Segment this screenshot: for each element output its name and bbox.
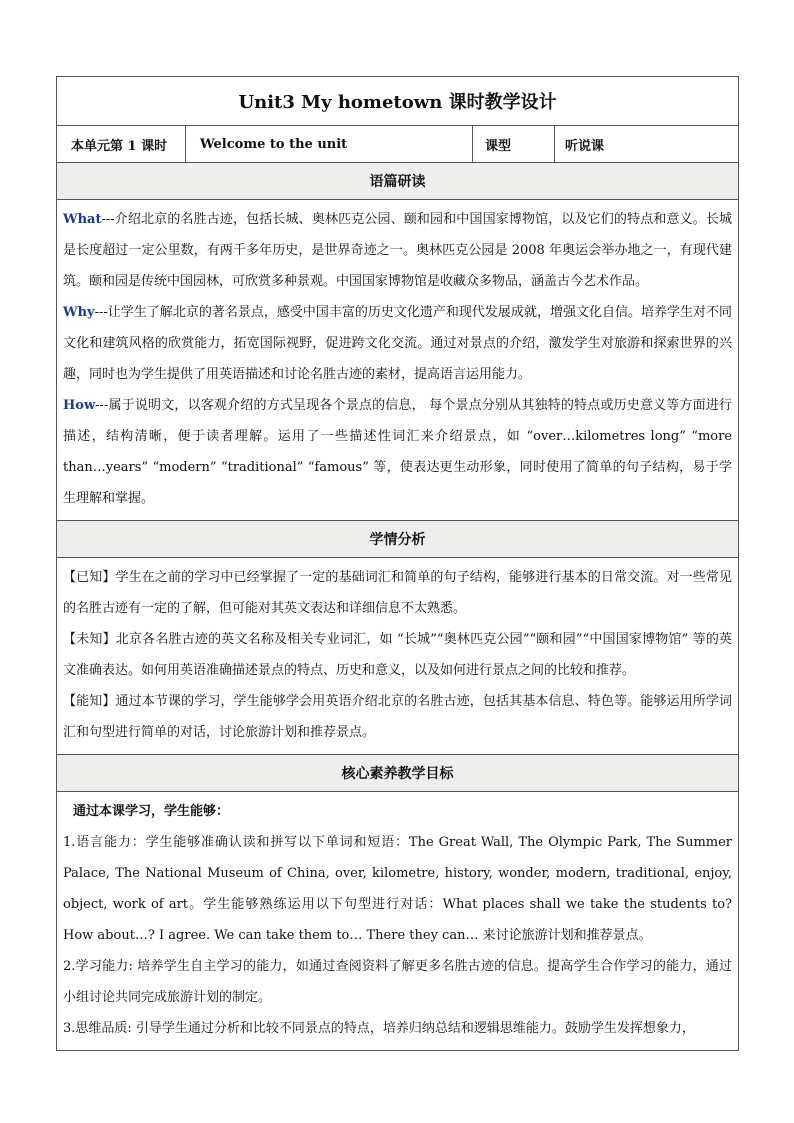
lesson-number: 本单元第 1 课时	[57, 126, 186, 163]
lesson-plan-table	[56, 76, 739, 1051]
section-heading-text-study: 语篇研读	[57, 163, 739, 200]
able-paragraph: 【能知】通过本节课的学习，学生能够学会用英语介绍北京的名胜古迹，包括其基本信息、特色等。能够运用所学词汇和句型进行简单的对话，讨论旅游计划和推荐景点。	[63, 694, 733, 740]
objectives-intro: 通过本课学习，学生能够：	[73, 804, 230, 819]
how-label: How	[63, 398, 96, 413]
lesson-topic: Welcome to the unit	[186, 126, 473, 163]
what-text: ---介绍北京的名胜古迹，包括长城、奥林匹克公园、颐和园和中国国家博物馆，以及它们的特点和意义。长城是长度超过一定公里数，有两千多年历史，是世界奇迹之一。奥林匹克公园是 2008 年奥运会举办地之一，有现代建筑。颐和园是传统中国园林，可欣赏多种景观。中国国家博物馆是收藏众多物品，涵盖古今艺术作品。	[63, 212, 733, 289]
objective-learning: 2.学习能力: 培养学生自主学习的能力，如通过查阅资料了解更多名胜古迹的信息。提高学生合作学习的能力，通过小组讨论共同完成旅游计划的制定。	[63, 959, 733, 1005]
objective-thinking: 3.思维品质: 引导学生通过分析和比较不同景点的特点，培养归纳总结和逻辑思维能力。鼓励学生发挥想象力，	[63, 1021, 695, 1036]
why-paragraph	[63, 297, 732, 390]
what-label: What	[63, 212, 102, 227]
objective-language: 1.语言能力：学生能够准确认读和拼写以下单词和短语：The Great Wall, The Olympic Park, The Summer Palace, The National Museum of China, over, kilometre, history, wonder, modern, traditional, enjoy, object, work of art。学生能够熟练运用以下句型进行对话：What places shall we take the students to? How about…? I agree. We can take them to… There they can… 来讨论旅游计划和推荐景点。	[63, 835, 733, 943]
section-heading-learner-analysis: 学情分析	[57, 521, 739, 558]
learner-analysis-content	[57, 558, 739, 755]
how-text: ---属于说明文，以客观介绍的方式呈现各个景点的信息， 每个景点分别从其独特的特点或历史意义等方面进行描述，结构清晰，便于读者理解。运用了一些描述性词汇来介绍景点，如 “over…kilometres long” “more than…years” “modern” “traditional” “famous” 等，使表达更生动形象，同时使用了简单的句子结构，易于学生理解和掌握。	[63, 398, 733, 506]
lesson-type-label: 课型	[473, 126, 555, 163]
text-study-content	[57, 200, 739, 521]
objectives-content	[57, 792, 739, 1051]
section-heading-objectives: 核心素养教学目标	[57, 755, 739, 792]
lesson-plan-document	[56, 76, 738, 1051]
lesson-type-value: 听说课	[555, 126, 739, 163]
known-paragraph: 【已知】学生在之前的学习中已经掌握了一定的基础词汇和简单的句子结构，能够进行基本的日常交流。对一些常见的名胜古迹有一定的了解，但可能对其英文表达和详细信息不太熟悉。	[63, 570, 733, 616]
unknown-paragraph: 【未知】北京各名胜古迹的英文名称及相关专业词汇，如 “长城”“奥林匹克公园”“颐和园”“中国国家博物馆” 等的英文准确表达。如何用英语准确描述景点的特点、历史和意义，以及如何进行景点之间的比较和推荐。	[63, 632, 733, 678]
document-title: Unit3 My hometown 课时教学设计	[57, 77, 739, 126]
how-paragraph	[63, 390, 732, 514]
why-text: ---让学生了解北京的著名景点，感受中国丰富的历史文化遗产和现代发展成就，增强文化自信。培养学生对不同文化和建筑风格的欣赏能力，拓宽国际视野，促进跨文化交流。通过对景点的介绍，激发学生对旅游和探索世界的兴趣，同时也为学生提供了用英语描述和讨论名胜古迹的素材，提高语言运用能力。	[63, 305, 733, 382]
why-label: Why	[63, 305, 95, 320]
what-paragraph	[63, 204, 732, 297]
